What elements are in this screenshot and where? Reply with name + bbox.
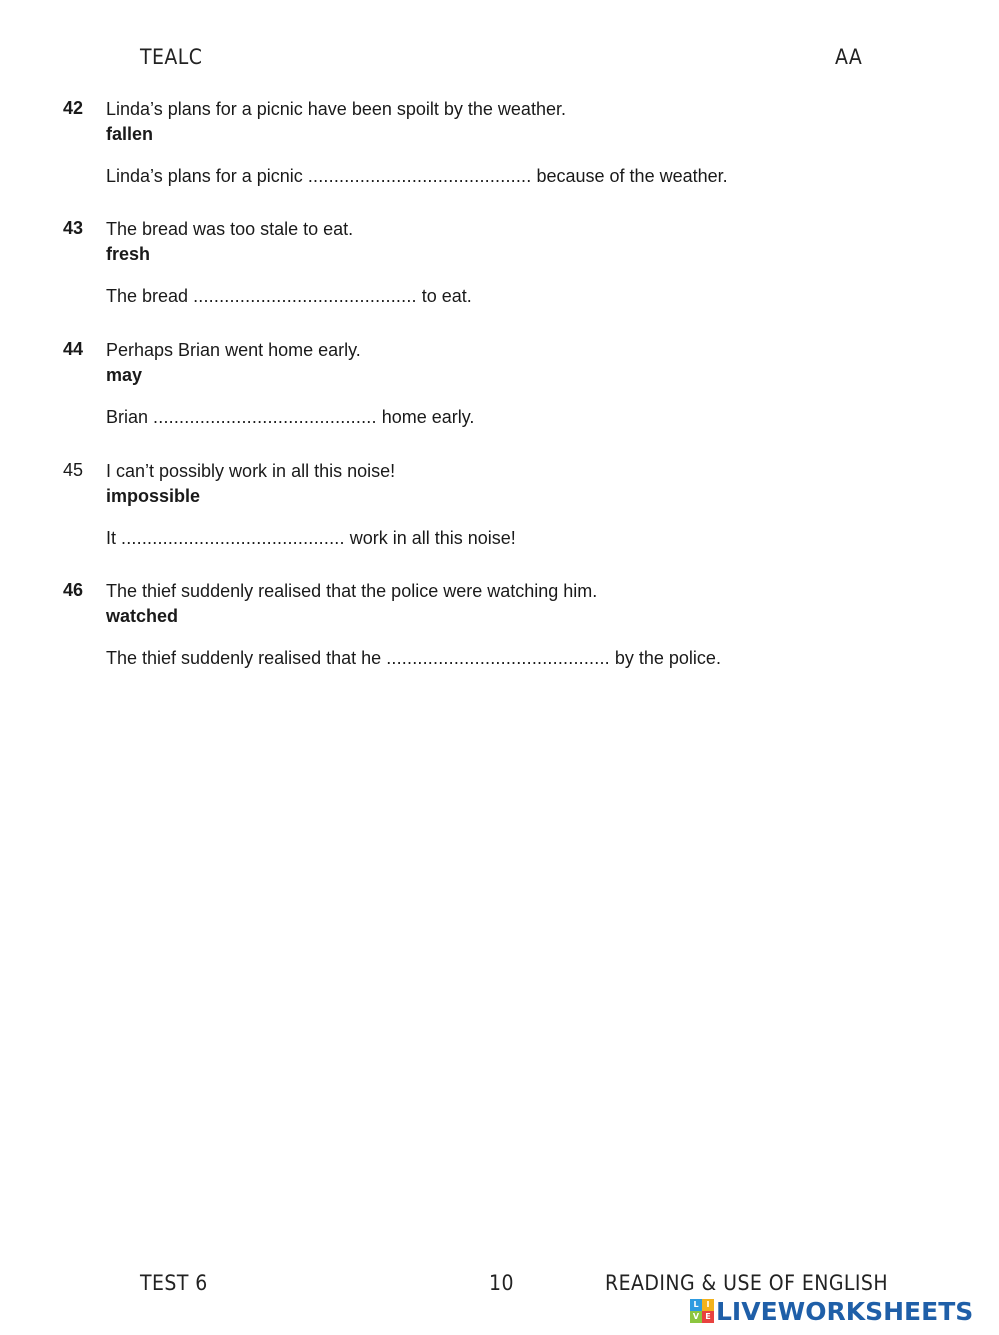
question-body bbox=[106, 460, 936, 549]
logo-mark-letter: V bbox=[690, 1311, 702, 1323]
question-body bbox=[106, 98, 936, 187]
header-right-text: AA bbox=[835, 45, 863, 69]
answer-after: because of the weather. bbox=[536, 166, 728, 186]
liveworksheets-logo-icon bbox=[690, 1299, 714, 1323]
question-sentence: I can’t possibly work in all this noise! bbox=[106, 461, 396, 481]
answer-line bbox=[106, 165, 936, 187]
question-keyword: may bbox=[106, 365, 143, 385]
logo-mark-letter: L bbox=[690, 1299, 702, 1311]
question-sentence: Perhaps Brian went home early. bbox=[106, 340, 361, 360]
question-body bbox=[106, 339, 936, 428]
answer-gap[interactable]: ........................................... bbox=[121, 528, 345, 548]
answer-line bbox=[106, 527, 936, 549]
answer-gap[interactable]: ........................................... bbox=[307, 166, 532, 186]
header-left-text: TEALC bbox=[140, 45, 203, 69]
answer-before: The bread bbox=[106, 286, 189, 306]
logo-mark-letter: I bbox=[702, 1299, 714, 1311]
answer-gap[interactable]: ........................................... bbox=[193, 286, 417, 306]
answer-line bbox=[106, 406, 936, 428]
answer-before: It bbox=[106, 528, 117, 548]
question-number: 46 bbox=[63, 580, 84, 600]
question-sentence: The thief suddenly realised that the police were watching him. bbox=[106, 581, 598, 601]
question-body bbox=[106, 218, 936, 307]
answer-after: by the police. bbox=[614, 648, 721, 668]
logo-mark-letter: E bbox=[702, 1311, 714, 1323]
answer-line bbox=[106, 285, 936, 307]
question-keyword: impossible bbox=[106, 486, 201, 506]
question-number: 42 bbox=[63, 98, 84, 118]
question-sentence: Linda’s plans for a picnic have been spoilt by the weather. bbox=[106, 99, 566, 119]
question-sentence: The bread was too stale to eat. bbox=[106, 219, 354, 239]
answer-after: work in all this noise! bbox=[349, 528, 516, 548]
question-keyword: watched bbox=[106, 606, 179, 626]
liveworksheets-logo bbox=[690, 1296, 973, 1326]
answer-gap[interactable]: ........................................... bbox=[153, 407, 377, 427]
answer-before: Linda’s plans for a picnic bbox=[106, 166, 303, 186]
footer-section-label: READING & USE OF ENGLISH bbox=[605, 1271, 889, 1295]
liveworksheets-logo-text: LIVEWORKSHEETS bbox=[716, 1296, 974, 1326]
answer-line bbox=[106, 647, 936, 669]
question-number: 44 bbox=[63, 339, 84, 359]
question-body bbox=[106, 580, 936, 669]
question-keyword: fallen bbox=[106, 124, 154, 144]
question-keyword: fresh bbox=[106, 244, 151, 264]
footer-page-number: 10 bbox=[489, 1271, 514, 1295]
answer-after: to eat. bbox=[421, 286, 472, 306]
question-number: 45 bbox=[63, 460, 84, 480]
footer-test-label: TEST 6 bbox=[140, 1271, 208, 1295]
answer-gap[interactable]: ........................................... bbox=[386, 648, 610, 668]
answer-before: The thief suddenly realised that he bbox=[106, 648, 382, 668]
answer-after: home early. bbox=[381, 407, 475, 427]
answer-before: Brian bbox=[106, 407, 149, 427]
question-number: 43 bbox=[63, 218, 84, 238]
